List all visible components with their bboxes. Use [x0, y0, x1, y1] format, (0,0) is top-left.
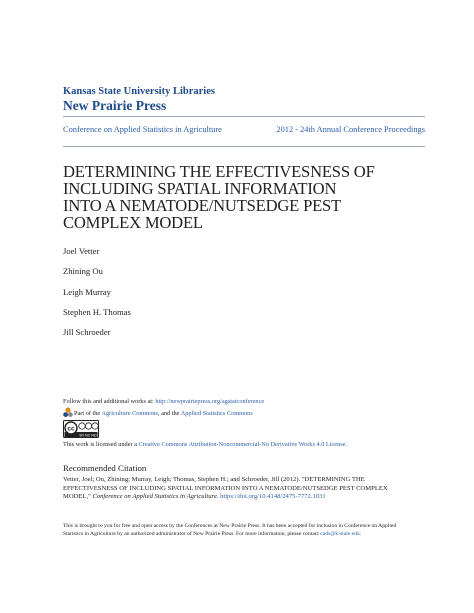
doi-link[interactable]: https://doi.org/10.4148/2475-7772.1031: [220, 493, 326, 501]
follow-prefix: Follow this and additional works at:: [63, 398, 156, 405]
citation-block: [63, 476, 425, 502]
cc-badge-main: cc: [67, 425, 75, 433]
applied-statistics-commons-link[interactable]: Applied Statistics Commons: [180, 410, 253, 417]
collection-link[interactable]: http://newprairiepress.org/agstatconference: [155, 398, 265, 405]
author-name: Jill Schroeder: [63, 327, 111, 337]
notice-line: This is brought to you for free and open access by the Conferences at New Prairie Press. It has been accepted for inclusion in Conference on Applied: [63, 523, 397, 529]
commons-prefix: Part of the: [74, 410, 102, 417]
author-name: Joel Vetter: [63, 246, 100, 256]
title-line: INCLUDING SPATIAL INFORMATION: [63, 179, 337, 198]
library-name[interactable]: Kansas State University Libraries: [63, 86, 215, 97]
conference-divider: [63, 146, 425, 147]
press-name[interactable]: New Prairie Press: [63, 98, 167, 113]
license-line: [63, 441, 347, 448]
license-link[interactable]: Creative Commons Attribution-Noncommercial-No Derivative Works 4.0 License.: [138, 441, 348, 448]
cc-license-badge[interactable]: [63, 420, 99, 438]
author-name: Zhining Ou: [63, 266, 103, 276]
commons-middle: , and the: [157, 410, 181, 417]
citation-line: Vetter, Joel; Ou, Zhining; Murray, Leigh; Thomas, Stephen H.; and Schroeder, Jill (2012). "DETERMINING THE: [63, 476, 365, 483]
cc-badge-terms: BY NC ND: [79, 433, 97, 438]
citation-journal: Conference on Applied Statistics in Agriculture: [92, 493, 217, 501]
citation-prefix: MODEL,": [63, 493, 93, 501]
citation-line: EFFECTIVESNESS OF INCLUDING SPATIAL INFORMATION INTO A NEMATODE/NUTSEDGE PEST COMPLEX: [63, 484, 388, 492]
notice-end: .: [359, 531, 362, 538]
license-prefix: This work is licensed under a: [63, 441, 139, 448]
paper-title: [63, 163, 433, 231]
title-line: DETERMINING THE EFFECTIVESNESS OF: [63, 162, 375, 181]
title-line: INTO A NEMATODE/NUTSEDGE PEST: [63, 196, 341, 215]
title-line: COMPLEX MODEL: [63, 213, 203, 232]
citation-line: [63, 493, 425, 502]
top-divider: [63, 116, 425, 117]
follow-line: [63, 398, 264, 405]
agriculture-commons-link[interactable]: Agriculture Commons: [101, 410, 158, 417]
access-notice: [63, 522, 425, 539]
author-name: Stephen H. Thomas: [63, 307, 131, 317]
contact-email-link[interactable]: cads@k-state.edu: [320, 531, 360, 538]
conference-row: [63, 125, 425, 138]
recommended-citation-heading: Recommended Citation: [63, 463, 147, 473]
citation-separator: .: [216, 493, 221, 501]
notice-text: Statistics in Agriculture by an authorized administrator of New Prairie Press. For more information, please contact: [63, 531, 321, 538]
commons-text: [74, 410, 253, 417]
author-name: Leigh Murray: [63, 287, 111, 297]
publisher-header: [63, 86, 215, 114]
proceedings-link[interactable]: 2012 - 24th Annual Conference Proceedings: [276, 125, 425, 134]
notice-line: [63, 530, 425, 538]
conference-link[interactable]: Conference on Applied Statistics in Agriculture: [63, 125, 222, 134]
network-commons-icon: [63, 407, 73, 418]
